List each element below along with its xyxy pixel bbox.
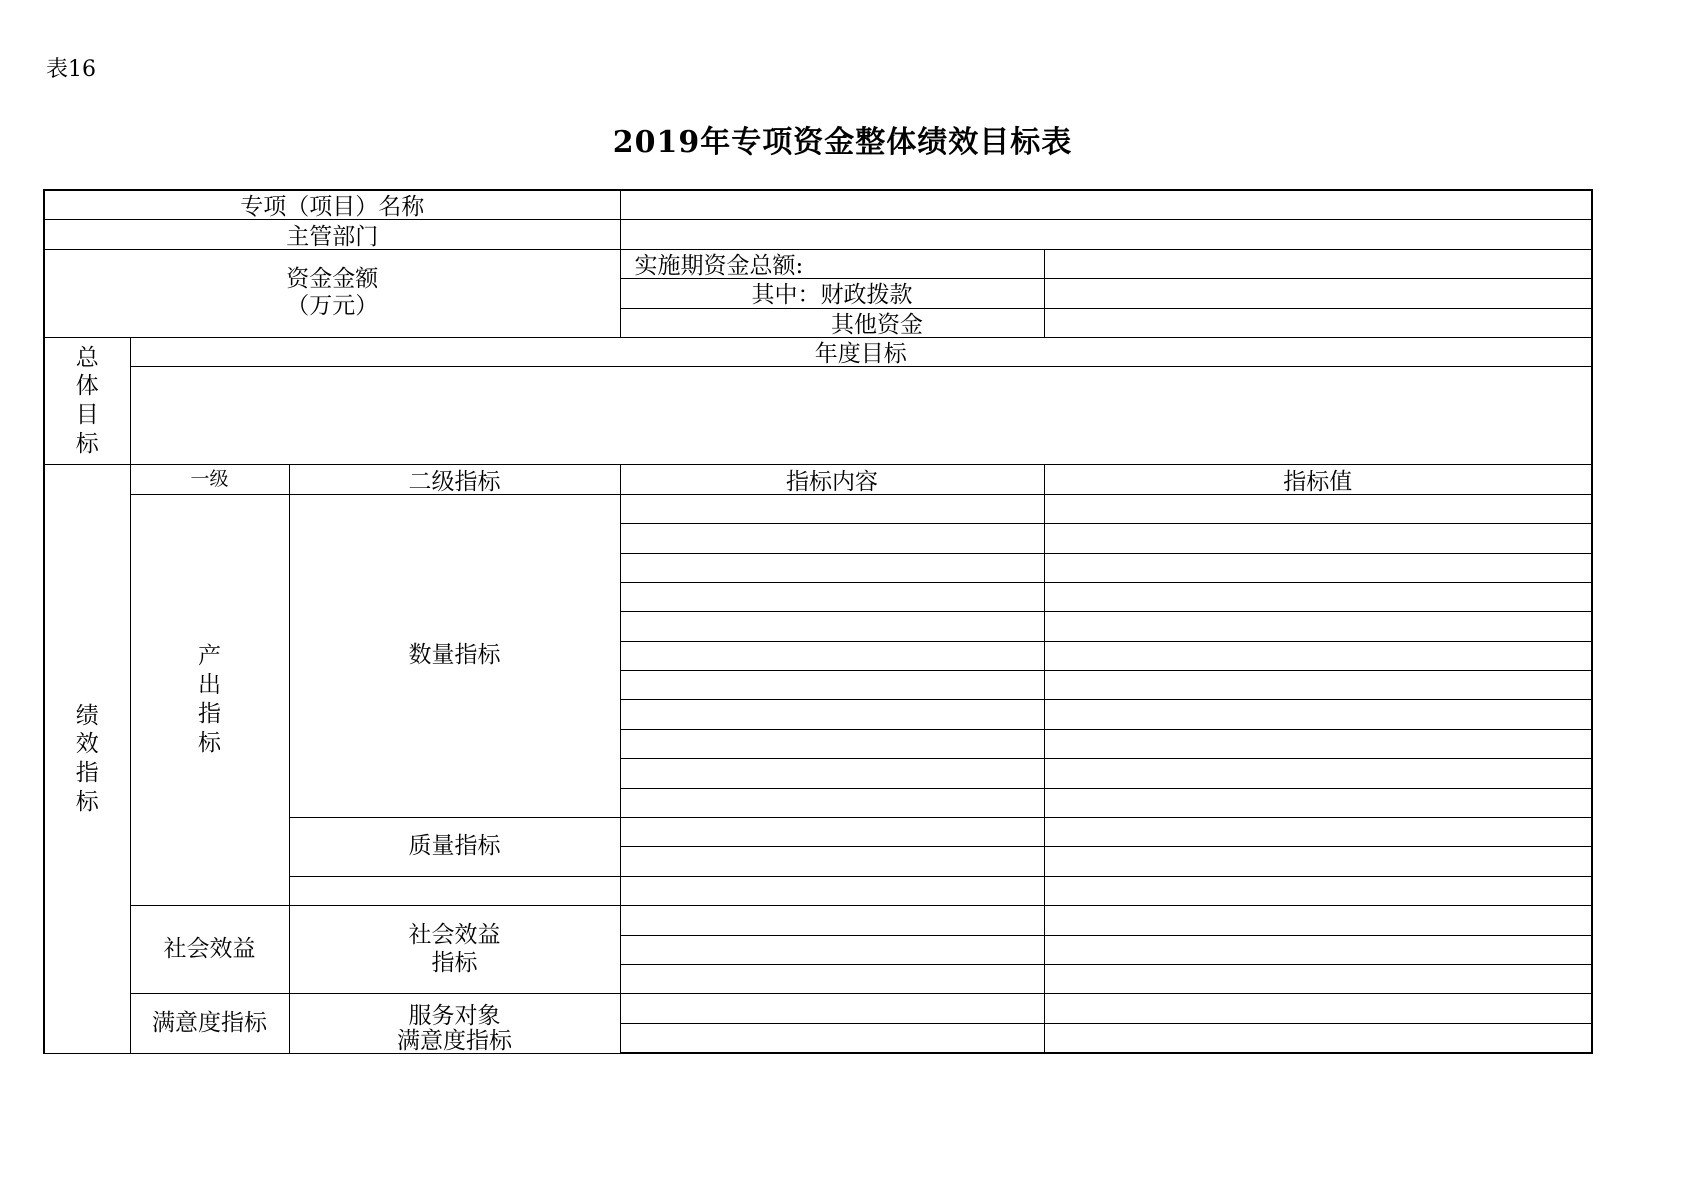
indicator-content-header: 指标内容 bbox=[620, 465, 1044, 494]
performance-target-form bbox=[43, 189, 1593, 1054]
indicator-value-cell[interactable] bbox=[1044, 994, 1592, 1023]
service-satisfaction-label: 服务对象 满意度指标 bbox=[289, 994, 620, 1053]
indicator-content-cell[interactable] bbox=[620, 964, 1044, 993]
indicator-content-cell[interactable] bbox=[620, 759, 1044, 788]
indicator-value-cell[interactable] bbox=[1044, 612, 1592, 641]
funding-amount-label: 资金金额 （万元） bbox=[44, 249, 620, 337]
project-name-input-cell[interactable] bbox=[620, 190, 1592, 220]
indicator-value-cell[interactable] bbox=[1044, 935, 1592, 964]
indicator-content-cell[interactable] bbox=[620, 494, 1044, 523]
indicator-content-cell[interactable] bbox=[620, 524, 1044, 553]
table-row bbox=[44, 494, 1592, 523]
table-row bbox=[44, 906, 1592, 935]
indicator-content-cell[interactable] bbox=[620, 612, 1044, 641]
indicator-content-cell[interactable] bbox=[620, 671, 1044, 700]
annual-goal-input-cell[interactable] bbox=[130, 367, 1592, 465]
form-row-indicator-header bbox=[44, 465, 1592, 494]
indicator-content-cell[interactable] bbox=[620, 994, 1044, 1023]
page-title: 2019年专项资金整体绩效目标表 bbox=[612, 125, 1073, 160]
indicator-content-cell[interactable] bbox=[620, 641, 1044, 670]
form-row-annual-goal-content bbox=[44, 367, 1592, 465]
indicator-value-cell[interactable] bbox=[1044, 876, 1592, 905]
form-row-annual-goal-header bbox=[44, 337, 1592, 366]
indicator-content-cell[interactable] bbox=[620, 906, 1044, 935]
indicator-content-cell[interactable] bbox=[620, 788, 1044, 817]
indicator-content-cell[interactable] bbox=[620, 1023, 1044, 1053]
indicator-content-cell[interactable] bbox=[620, 876, 1044, 905]
indicator-value-header: 指标值 bbox=[1044, 465, 1592, 494]
social-benefit-indicator-label: 社会效益 指标 bbox=[289, 906, 620, 994]
other-funds-label: 其他资金 bbox=[620, 308, 1044, 337]
table-number: 表16 bbox=[46, 57, 96, 82]
total-funds-input-cell[interactable] bbox=[1044, 249, 1592, 278]
indicator-value-cell[interactable] bbox=[1044, 964, 1592, 993]
indicator-value-cell[interactable] bbox=[1044, 671, 1592, 700]
indicator-value-cell[interactable] bbox=[1044, 700, 1592, 729]
level1-header: 一级 bbox=[130, 465, 289, 494]
indicator-value-cell[interactable] bbox=[1044, 729, 1592, 758]
indicator-value-cell[interactable] bbox=[1044, 553, 1592, 582]
indicator-value-cell[interactable] bbox=[1044, 494, 1592, 523]
annual-goal-header: 年度目标 bbox=[130, 337, 1592, 366]
table-row bbox=[44, 994, 1592, 1023]
form-row-department bbox=[44, 220, 1592, 249]
indicator-value-cell[interactable] bbox=[1044, 788, 1592, 817]
satisfaction-indicator-label: 满意度指标 bbox=[130, 994, 289, 1053]
indicator-value-cell[interactable] bbox=[1044, 906, 1592, 935]
indicator-content-cell[interactable] bbox=[620, 935, 1044, 964]
indicator-value-cell[interactable] bbox=[1044, 524, 1592, 553]
other-funds-input-cell[interactable] bbox=[1044, 308, 1592, 337]
indicator-value-cell[interactable] bbox=[1044, 759, 1592, 788]
form-row-total-funds bbox=[44, 249, 1592, 278]
indicator-content-cell[interactable] bbox=[620, 700, 1044, 729]
level2-empty-cell[interactable] bbox=[289, 876, 620, 905]
performance-indicator-label: 绩效指标 bbox=[44, 465, 130, 1053]
overall-goal-label: 总体目标 bbox=[44, 337, 130, 464]
project-name-label: 专项（项目）名称 bbox=[44, 190, 620, 220]
indicator-value-cell[interactable] bbox=[1044, 1023, 1592, 1053]
indicator-content-cell[interactable] bbox=[620, 818, 1044, 847]
indicator-value-cell[interactable] bbox=[1044, 847, 1592, 876]
indicator-content-cell[interactable] bbox=[620, 729, 1044, 758]
social-benefit-label: 社会效益 bbox=[130, 906, 289, 994]
indicator-content-cell[interactable] bbox=[620, 553, 1044, 582]
department-input-cell[interactable] bbox=[620, 220, 1592, 249]
indicator-content-cell[interactable] bbox=[620, 847, 1044, 876]
indicator-value-cell[interactable] bbox=[1044, 818, 1592, 847]
indicator-value-cell[interactable] bbox=[1044, 641, 1592, 670]
indicator-content-cell[interactable] bbox=[620, 582, 1044, 611]
quality-indicator-label: 质量指标 bbox=[289, 818, 620, 877]
output-indicator-label: 产出指标 bbox=[130, 494, 289, 905]
fiscal-allocation-label: 其中：财政拨款 bbox=[620, 279, 1044, 308]
fiscal-allocation-input-cell[interactable] bbox=[1044, 279, 1592, 308]
quantity-indicator-label: 数量指标 bbox=[289, 494, 620, 817]
total-funds-label: 实施期资金总额: bbox=[620, 249, 1044, 278]
form-row-project-name bbox=[44, 190, 1592, 220]
level2-header: 二级指标 bbox=[289, 465, 620, 494]
indicator-value-cell[interactable] bbox=[1044, 582, 1592, 611]
department-label: 主管部门 bbox=[44, 220, 620, 249]
